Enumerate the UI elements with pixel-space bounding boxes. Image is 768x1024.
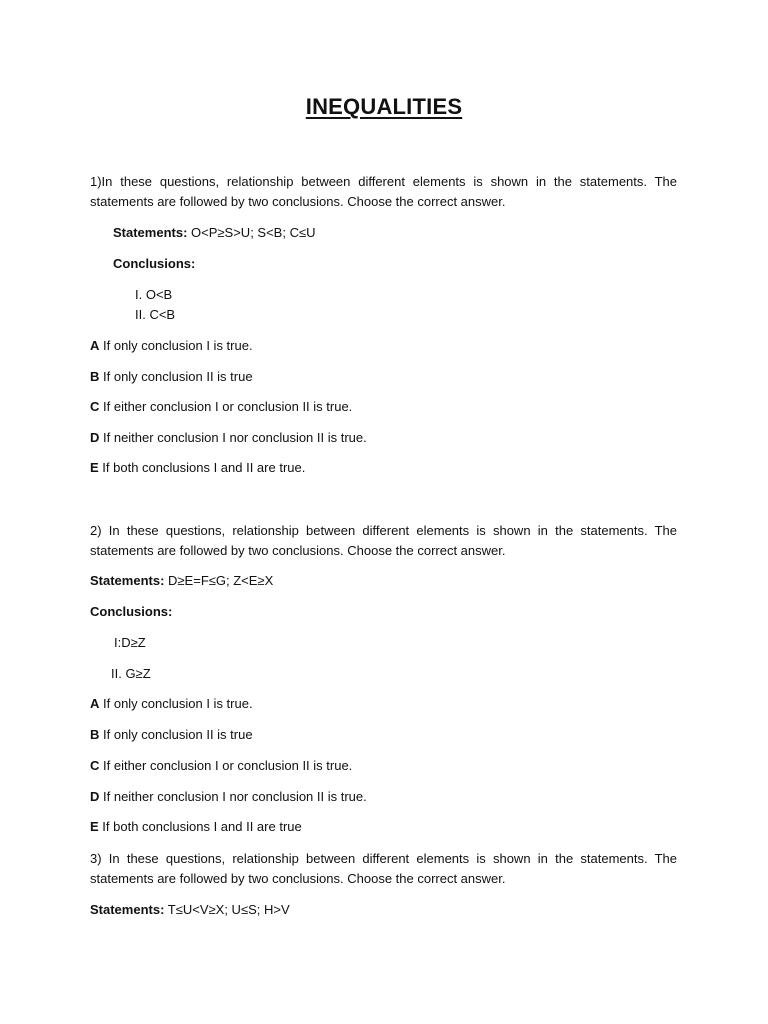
- option-text: If both conclusions I and II are true: [98, 819, 302, 834]
- option-letter: D: [90, 789, 100, 804]
- option-text: If either conclusion I or conclusion II is true.: [99, 399, 353, 414]
- page-title-text: INEQUALITIES: [305, 94, 463, 119]
- option-text: If either conclusion I or conclusion II is true.: [99, 758, 353, 773]
- option-letter: B: [90, 727, 100, 742]
- option-letter: A: [90, 696, 100, 711]
- question-3-statements: [90, 902, 290, 918]
- statements-label: Statements:: [90, 573, 165, 588]
- question-1-conclusions-label: Conclusions:: [113, 256, 196, 271]
- question-1-option-c: [90, 399, 352, 415]
- question-2-conclusion-1: I:D≥Z: [114, 635, 146, 650]
- option-letter: E: [90, 819, 99, 834]
- statements-value: T≤U<V≥X; U≤S; H>V: [164, 902, 290, 917]
- question-2-option-c: [90, 758, 352, 774]
- question-2-option-b: [90, 727, 253, 743]
- question-2-statements: [90, 573, 273, 589]
- question-2-option-e: [90, 819, 302, 835]
- question-3-prompt: 3) In these questions, relationship between different elements is shown in the statements. The statements are followed by two conclusions. Choose the correct answer.: [90, 851, 677, 886]
- question-1-conclusion-1: I. O<B: [135, 287, 173, 302]
- question-2-conclusions-label: Conclusions:: [90, 604, 173, 619]
- page-title: [0, 94, 768, 120]
- option-letter: E: [90, 460, 99, 475]
- option-text: If only conclusion II is true: [99, 727, 253, 742]
- option-text: If neither conclusion I nor conclusion II is true.: [99, 430, 367, 445]
- option-letter: C: [90, 399, 100, 414]
- option-text: If neither conclusion I nor conclusion II is true.: [99, 789, 367, 804]
- statements-label: Statements:: [113, 225, 188, 240]
- option-text: If both conclusions I and II are true.: [98, 460, 306, 475]
- question-1-conclusion-2: II. C<B: [135, 307, 176, 322]
- question-1-prompt: 1)In these questions, relationship between different elements is shown in the statements. The statements are followed by two conclusions. Choose the correct answer.: [90, 174, 677, 209]
- option-letter: D: [90, 430, 100, 445]
- statements-value: D≥E=F≤G; Z<E≥X: [164, 573, 274, 588]
- option-text: If only conclusion I is true.: [99, 338, 253, 353]
- question-1-statements: [113, 225, 316, 241]
- question-1-option-b: [90, 369, 253, 385]
- option-letter: A: [90, 338, 100, 353]
- question-2-prompt: 2) In these questions, relationship between different elements is shown in the statements. The statements are followed by two conclusions. Choose the correct answer.: [90, 523, 677, 558]
- question-1-option-e: [90, 460, 305, 476]
- option-letter: B: [90, 369, 100, 384]
- option-letter: C: [90, 758, 100, 773]
- question-2-option-d: [90, 789, 367, 805]
- question-1-option-a: [90, 338, 253, 354]
- statements-value: O<P≥S>U; S<B; C≤U: [187, 225, 316, 240]
- question-2-option-a: [90, 696, 253, 712]
- option-text: If only conclusion II is true: [99, 369, 253, 384]
- question-1-option-d: [90, 430, 367, 446]
- option-text: If only conclusion I is true.: [99, 696, 253, 711]
- question-2-conclusion-2: II. G≥Z: [111, 666, 151, 681]
- statements-label: Statements:: [90, 902, 165, 917]
